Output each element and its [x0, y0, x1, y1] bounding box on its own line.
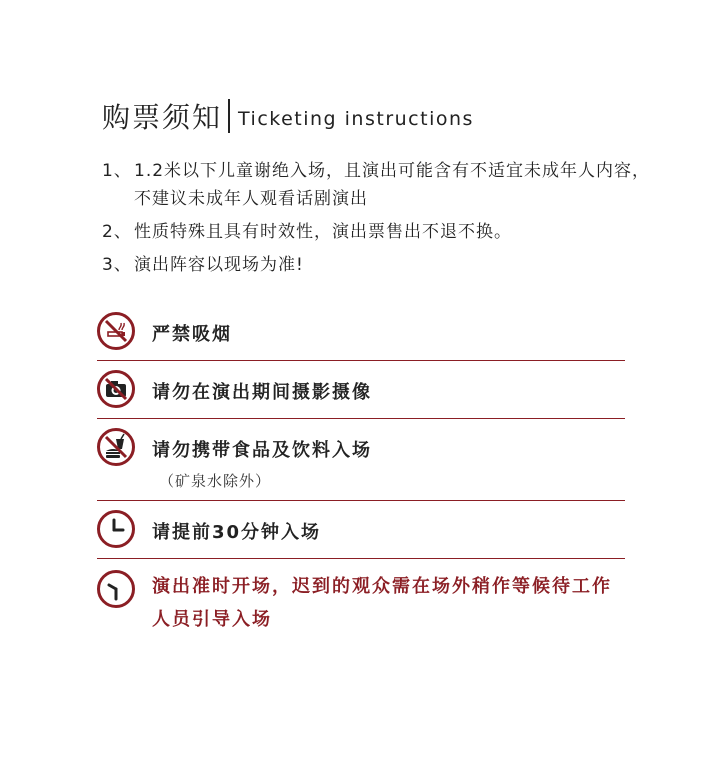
notice-divider	[97, 558, 625, 559]
title-divider	[228, 99, 230, 133]
rule-item-1	[102, 157, 662, 213]
notice-text: 请勿在演出期间摄影摄像	[152, 382, 372, 403]
notice-text: 严禁吸烟	[152, 324, 232, 345]
page-title-chinese: 购票须知	[102, 101, 223, 134]
notice-text: 请提前30分钟入场	[152, 522, 322, 543]
page-title-english: Ticketing instructions	[238, 108, 474, 130]
rules-list	[102, 157, 662, 284]
rule-number: 3、	[102, 255, 132, 275]
late-clock-icon	[97, 570, 135, 608]
notice-divider	[97, 418, 625, 419]
rule-number: 1、	[102, 161, 132, 181]
page-header	[102, 98, 474, 134]
no-camera-icon	[97, 370, 135, 408]
notice-text: 演出准时开场，迟到的观众需在场外稍作等候待工作人员引导入场	[152, 576, 612, 630]
clock-icon	[97, 510, 135, 548]
notice-no-food-drink	[97, 428, 625, 492]
notice-late-arrival	[97, 570, 625, 640]
no-food-drink-icon	[97, 428, 135, 466]
notice-divider	[97, 500, 625, 501]
notice-arrive-early	[97, 510, 625, 550]
no-smoking-icon	[97, 312, 135, 350]
rule-item-3	[102, 251, 662, 279]
rule-item-2	[102, 218, 662, 246]
rule-text: 演出阵容以现场为准!	[134, 255, 304, 275]
notice-text: 请勿携带食品及饮料入场	[152, 440, 372, 461]
rule-text: 性质特殊且具有时效性，演出票售出不退不换。	[134, 222, 512, 242]
notice-divider	[97, 360, 625, 361]
notice-subtext: （矿泉水除外）	[159, 472, 272, 490]
rule-text: 1.2米以下儿童谢绝入场，且演出可能含有不适宜未成年人内容，不建议未成年人观看话剧演出	[134, 161, 651, 209]
notice-no-camera	[97, 370, 625, 410]
rule-number: 2、	[102, 222, 132, 242]
notice-no-smoking	[97, 312, 625, 352]
